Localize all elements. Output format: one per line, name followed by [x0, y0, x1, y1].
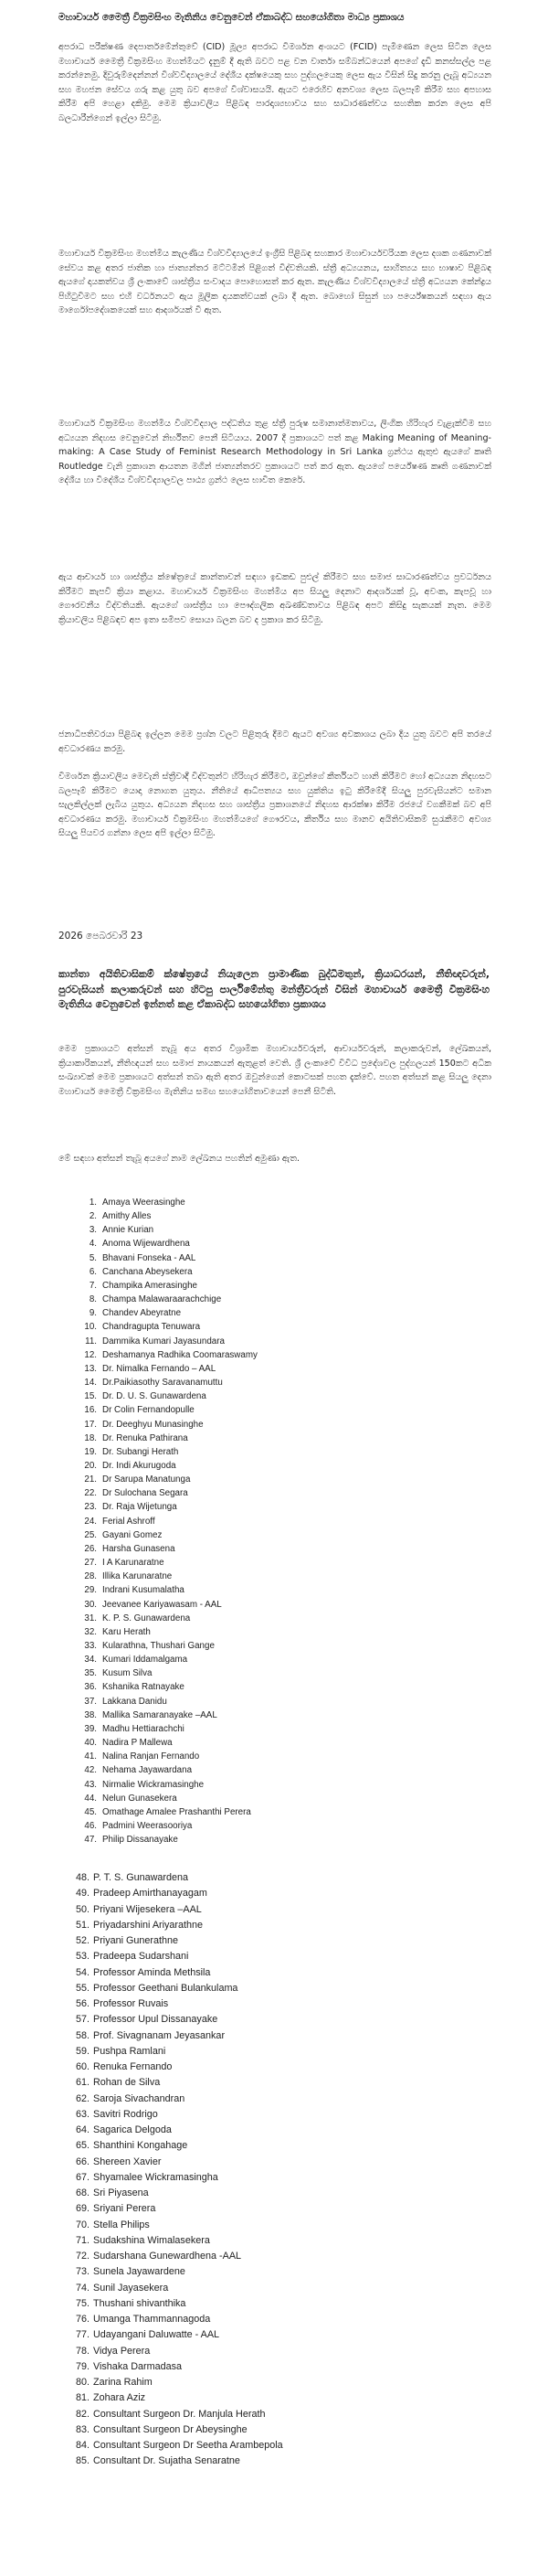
signatory-item [58, 2155, 283, 2170]
signatory-number: 38. [84, 1709, 97, 1720]
signatory-number: 43. [84, 1779, 97, 1790]
signatory-name: Zarina Rahim [93, 2377, 153, 2388]
signatory-item [58, 1556, 258, 1570]
signatory-name: Sunela Jayawardene [93, 2266, 185, 2278]
signatory-item [58, 2201, 283, 2217]
signatory-name: Madhu Hettiarachchi [102, 1723, 184, 1734]
signatory-item [58, 2281, 283, 2296]
signatory-number: 28. [84, 1571, 97, 1582]
signatory-name: Dr Sulochana Segara [102, 1488, 188, 1499]
signatory-name: Vidya Perera [93, 2345, 151, 2357]
signatory-number: 51. [75, 1919, 90, 1931]
signatory-number: 11. [85, 1336, 97, 1347]
signatory-item [58, 1639, 258, 1653]
signatory-number: 75. [75, 2297, 90, 2309]
signatory-number: 54. [75, 1966, 90, 1978]
signatory-number: 7. [89, 1280, 97, 1291]
signatory-number: 4. [89, 1239, 97, 1250]
signatory-item [58, 1819, 258, 1833]
signatory-item [58, 1432, 258, 1445]
signatory-item [58, 2454, 283, 2469]
signatory-name: Champika Amerasinghe [102, 1280, 198, 1291]
signatory-name: Thushani shivanthika [93, 2297, 186, 2309]
signatory-number: 67. [75, 2171, 90, 2183]
signatory-item [58, 2264, 283, 2280]
signatory-name: Omathage Amalee Prashanthi Perera [102, 1806, 251, 1817]
signatory-number: 66. [75, 2156, 90, 2167]
signatory-item [58, 2170, 283, 2186]
signatory-name: Sudarshana Gunewardhena -AAL [93, 2251, 242, 2262]
signatory-number: 17. [84, 1419, 97, 1430]
signatory-item [58, 1251, 258, 1265]
paragraph-5: ජනාධිපතිවරයා පිළිබඳ ඉල්ලන මෙම ප්‍රශ්න වලට පිළිතුරු දීමට ඇයට අවශ්‍ය අවකාශය ලබා දිය යුතු බවට අපි තරයේ අවධාරණය කරමු. [58, 729, 491, 754]
signatory-number: 40. [84, 1738, 97, 1749]
signatory-number: 13. [84, 1363, 97, 1374]
signatory-name: Consultant Dr. Sujatha Senaratne [93, 2455, 240, 2467]
signatory-number: 50. [75, 1903, 90, 1915]
signatory-name: Priyadarshini Ariyarathne [93, 1919, 204, 1931]
signatory-number: 45. [84, 1806, 97, 1817]
signatory-item [58, 2312, 283, 2327]
signatory-name: Canchana Abeysekera [102, 1266, 193, 1277]
signatory-name: Bhavani Fonseka - AAL [102, 1252, 196, 1263]
signatory-name: Dr. Raja Wijetunga [102, 1502, 177, 1513]
signatory-name: Ferial Ashroff [102, 1516, 155, 1527]
signatory-item [58, 2218, 283, 2233]
signatory-number: 57. [75, 2014, 90, 2026]
signatory-number: 71. [75, 2234, 90, 2246]
signatory-name: Priyani Wijesekera –AAL [93, 1903, 202, 1915]
signatory-item [58, 2359, 283, 2375]
signatory-number: 22. [84, 1488, 97, 1499]
signatory-number: 52. [75, 1935, 90, 1946]
signatory-name: Professor Upul Dissanayake [93, 2014, 218, 2026]
signatory-item [58, 1320, 258, 1334]
signatory-name: Consultant Surgeon Dr. Manjula Herath [93, 2408, 266, 2420]
signatory-item [58, 1570, 258, 1583]
signatory-item [58, 1265, 258, 1279]
signatory-number: 16. [84, 1405, 97, 1416]
signatory-number: 70. [75, 2219, 90, 2230]
signatory-item [58, 1403, 258, 1417]
signatory-number: 55. [75, 1982, 90, 1994]
signatory-item [58, 1486, 258, 1500]
signatory-item [58, 2075, 283, 2091]
signatory-number: 10. [84, 1322, 97, 1333]
signatory-name: Karu Herath [102, 1626, 151, 1637]
signatory-name: Zohara Aziz [93, 2392, 146, 2404]
signatory-item [58, 2123, 283, 2138]
signatory-name: Indrani Kusumalatha [102, 1585, 184, 1596]
signatory-number: 25. [84, 1529, 97, 1540]
signatory-item [58, 1223, 258, 1237]
signatory-number: 6. [89, 1266, 97, 1277]
signatory-name: Pradeepa Sudarshani [93, 1951, 189, 1963]
signatory-item [58, 2186, 283, 2201]
signatory-name: Gayani Gomez [102, 1529, 163, 1540]
signatory-item [58, 2249, 283, 2264]
signatory-item [58, 1473, 258, 1486]
signatory-number: 56. [75, 1998, 90, 2009]
signatory-name: Dr. D. U. S. Gunawardena [102, 1391, 206, 1402]
signatories-label: මේ සඳහා අත්සන් තැබූ අයගේ නාම ලේඛනය පහතින් අමුණා ඇත. [58, 1154, 300, 1164]
signatory-name: Nelun Gunasekera [102, 1793, 177, 1804]
statement-title: කාන්තා අයිතිවාසිකම් ක්ෂේත්‍රයේ නියැලෙන ප්‍රාමාණික බුද්ධිමතුන්, ක්‍රියාධරයන්, නීතිඥවරුන්, පුරවැසියන් කලාකරුවන් සහ හිටපු පාර්ලිමේන්තු මන්ත්‍රීවරුන් විසින් මහාචාර්ය මෛත්‍රී වික්‍රමසිංහ මැතිනිය වෙනුවෙන් ඉන්නත් කළ ඒකාබද්ධ සහයෝගිතා ප්‍රකාශය [58, 968, 490, 1010]
signatory-number: 2. [89, 1211, 97, 1222]
signatory-name: Renuka Fernando [93, 2061, 173, 2072]
signatory-number: 39. [84, 1723, 97, 1734]
paragraph-3: මහාචාර්ය වික්‍රමසිංහ මහත්මිය විශ්වවිද්‍යාල පද්ධතිය තුළ ස්ත්‍රී පුරුෂ සමානාත්මතාවය, ලිංගික හිරිහැර වැළැක්වීම සහ අධ්‍යයන නිදහස වෙනුවෙන් නිර්භීතව පෙනී සිටියාය. 2007 දී ප්‍රකාශයට පත් කළ Making Meaning of Meaning-making: A Case Study of Feminist Research Methodology in Sri Lanka ග්‍රන්ථය ඇතුළු ඇයගේ කෘති Routledge වැනි ප්‍රකාශන ආයතන මගින් ජාත්‍යන්තරව ප්‍රකාශයට පත් කර ඇත. ඇයගේ පර්යේෂණ කෘති ගණනාවක් දේශීය හා විදේශීය විශ්වවිද්‍යාලවල පාඨ්‍ය ග්‍රන්ථ ලෙස භාවිත කෙරේ. [58, 419, 491, 486]
signatory-number: 21. [84, 1474, 97, 1485]
signatory-name: Udayangani Daluwatte - AAL [93, 2329, 220, 2341]
signatory-number: 76. [75, 2314, 90, 2325]
signatory-item [58, 2107, 283, 2123]
signatory-item [58, 2138, 283, 2154]
signatory-name: Professor Aminda Methsila [93, 1966, 211, 1978]
signatory-name: Shereen Xavier [93, 2156, 162, 2167]
signatory-name: Philip Dissanayake [102, 1835, 178, 1846]
signatory-number: 36. [84, 1682, 97, 1693]
signatory-number: 48. [75, 1872, 90, 1883]
signatory-item [58, 1209, 258, 1223]
signatory-name: Kumari Iddamalgama [102, 1655, 188, 1666]
page-title: මහාචාර්ය මෛත්‍රී වික්‍රමසිංහ මැතිනිය වෙනුවෙන් ඒකාබද්ධ සහයෝගිතා මාධ්‍ය ප්‍රකාශය [58, 12, 405, 23]
signatory-name: Mallika Samaranayake –AAL [102, 1709, 217, 1720]
signatory-name: Sri Piyasena [93, 2187, 149, 2198]
signatory-name: Dr. Indi Akurugoda [102, 1460, 176, 1471]
signatory-number: 47. [84, 1835, 97, 1846]
signatory-number: 79. [75, 2360, 90, 2372]
signatory-number: 19. [84, 1446, 97, 1457]
statement-date: 2026 පෙබරවාරි 23 [58, 931, 143, 942]
paragraph-1: අපරාධ පරීක්ෂණ දෙපාර්තමේන්තුවේ (CID) මූල්‍ය අපරාධ විමර්ශන අංශයට (FCID) පැමිණෙන ලෙස සිටින ලෙස මහාචාර්ය මෛත්‍රී වික්‍රමසිංහ මහත්මියට දැනුම් දී ඇති බවට පළ වන වාර්තා සම්බන්ධයෙන් අපගේ දැඩි කනස්සල්ල පළ කරන්නෙමු. දිවුරුම්දෙන්නන් විශ්වවිද්‍යාලයේ දේශීය දක්ෂයෙකු සහ පුද්ගලයෙකු ලෙස ඇය විසින් සිදු කරනු ලැබූ අධ්‍යයන සහ මහජන සේවය ගරු කළ යුතු බව අපගේ විශ්වාසයයි. ඇයට එරෙහිව අනවශ්‍ය ලෙස බලපෑම් කිරීම සහ අපහාස කිරීම අපි හෙළා දකිමු. මෙම ක්‍රියාවලිය පිළිබඳ පාරදෘශ්‍යභාවය සහ සාධාරණත්වය සහතික කරන ලෙස අපි බලධාරීන්ගෙන් ඉල්ලා සිටිමු. [58, 42, 491, 123]
signatory-name: Sagarica Delgoda [93, 2124, 172, 2135]
signatory-item [58, 1335, 258, 1348]
signatory-number: 53. [75, 1951, 90, 1963]
signatory-name: Nalina Ranjan Fernando [102, 1751, 200, 1762]
signatory-number: 34. [84, 1655, 97, 1666]
signatory-item [58, 1695, 258, 1708]
signatory-name: Prof. Sivagnanam Jeyasankar [93, 2029, 226, 2041]
signatory-item [58, 1389, 258, 1403]
signatory-name: Stella Philips [93, 2219, 150, 2230]
signatory-item [58, 1918, 283, 1933]
signatory-item [58, 2327, 283, 2343]
signatory-number: 59. [75, 2045, 90, 2057]
signatory-name: Kularathna, Thushari Gange [102, 1641, 215, 1651]
signatory-number: 68. [75, 2187, 90, 2198]
signatory-item [58, 1625, 258, 1639]
signatory-name: Dr. Renuka Pathirana [102, 1432, 188, 1443]
signatory-item [58, 1680, 258, 1694]
signatory-name: P. T. S. Gunawardena [93, 1872, 189, 1883]
signatory-name: Kshanika Ratnayake [102, 1682, 184, 1693]
signatory-number: 5. [89, 1252, 97, 1263]
signatory-item [58, 1750, 258, 1763]
signatory-name: Annie Kurian [102, 1225, 154, 1236]
signatory-item [58, 1870, 283, 1886]
signatory-number: 31. [84, 1613, 97, 1623]
paragraph-4: ඇය ආචාර්ය හා ශාස්ත්‍රීය ක්ෂේත්‍රයේ කාන්තාවන් සඳහා ඉඩකඩ පුළුල් කිරීමට සහ සමාජ සාධාරණත්වය ප්‍රවර්ධනය කිරීමට කැපවී ක්‍රියා කළාය. මහාචාර්ය වික්‍රමසිංහ මහත්මිය අප සියලු දෙනාට ආදර්ශයක් වූ, අවංක, කැපවූ හා ගෞරවනීය විද්වතියකි. ඇයගේ ශාස්ත්‍රීය හා පෞද්ගලික අඛණ්ඩතාවය පිළිබඳ අපට කිසිදු සැකයක් නැත. මෙම ක්‍රියාවලිය පිළිබඳව අප ඉතා සමීපව සොයා බලන බව ද ප්‍රකාශ කර සිටිමු. [58, 572, 491, 625]
signatory-item [58, 1348, 258, 1362]
signatory-item [58, 1528, 258, 1542]
signatory-item [58, 1886, 283, 1901]
signatory-item [58, 1515, 258, 1528]
signatory-list-2 [58, 1870, 283, 2470]
signatory-name: Amaya Weerasinghe [102, 1198, 185, 1208]
signatory-number: 14. [84, 1378, 97, 1389]
signatory-number: 78. [75, 2345, 90, 2357]
signatory-number: 72. [75, 2251, 90, 2262]
signatory-item [58, 2028, 283, 2044]
signatory-number: 30. [84, 1599, 97, 1610]
signatory-name: Dr.Paikiasothy Saravanamuttu [102, 1378, 223, 1389]
signatory-name: Champa Malawaraarachchige [102, 1294, 222, 1305]
signatory-item [58, 1598, 258, 1612]
signatory-item [58, 1949, 283, 1964]
signatory-number: 33. [84, 1641, 97, 1651]
signatory-item [58, 2233, 283, 2249]
statement-intro: මෙම ප්‍රකාශයට අත්සන් තැබූ අය අතර විශ්‍රාමික මහාචාර්යවරුන්, ආචාර්යවරුන්, කලාකරුවන්, ලේඛකයන්, ක්‍රියාකාරිකයන්, නීතිඥයන් සහ සමාජ නායකයන් ඇතුළත් වෙති. ශ්‍රී ලංකාවේ විවිධ ප්‍රදේශවල පුද්ගලයන් 150කට අධික සංඛ්‍යාවක් මෙම ප්‍රකාශයට අත්සන් තබා ඇති අතර ඔවුන්ගෙන් කොටසක් පහත දැක්වේ. පහත අත්සන් කළ සියලු දෙනා මහාචාර්ය මෛත්‍රී වික්‍රමසිංහ මැතිනිය සමඟ සහයෝගිතාවයෙන් පෙනී සිටිති. [58, 1044, 491, 1097]
signatory-name: Dammika Kumari Jayasundara [102, 1336, 225, 1347]
signatory-number: 24. [84, 1516, 97, 1527]
signatory-number: 77. [75, 2329, 90, 2341]
signatory-number: 26. [84, 1543, 97, 1554]
signatory-name: Chandev Abeyratne [102, 1308, 182, 1319]
signatory-number: 29. [84, 1585, 97, 1596]
signatory-item [58, 1418, 258, 1432]
signatory-item [58, 1722, 258, 1736]
signatory-item [58, 2060, 283, 2075]
signatory-name: Dr Sarupa Manatunga [102, 1474, 191, 1485]
signatory-name: Nadira P Mallewa [102, 1738, 173, 1749]
signatory-name: Lakkana Danidu [102, 1696, 167, 1707]
signatory-name: Nehama Jayawardana [102, 1765, 193, 1776]
signatory-name: Sriyani Perera [93, 2203, 156, 2215]
signatory-number: 37. [84, 1696, 97, 1707]
signatory-number: 65. [75, 2140, 90, 2152]
signatory-name: Dr. Deeghyu Munasinghe [102, 1419, 204, 1430]
signatory-item [58, 1902, 283, 1918]
signatory-number: 41. [84, 1751, 97, 1762]
signatory-name: Priyani Gunerathne [93, 1935, 179, 1946]
signatory-item [58, 2438, 283, 2454]
signatory-item [58, 1583, 258, 1597]
signatory-name: Professor Ruvais [93, 1998, 169, 2009]
signatory-number: 58. [75, 2029, 90, 2041]
signatory-number: 20. [84, 1460, 97, 1471]
signatory-number: 15. [84, 1391, 97, 1402]
signatory-name: Illika Karunaratne [102, 1571, 173, 1582]
signatory-item [58, 1445, 258, 1459]
signatory-name: Harsha Gunasena [102, 1543, 175, 1554]
signatory-name: Dr Colin Fernandopulle [102, 1405, 195, 1416]
signatory-name: Anoma Wijewardhena [102, 1239, 190, 1250]
signatory-number: 18. [84, 1432, 97, 1443]
signatory-number: 32. [84, 1626, 97, 1637]
signatory-number: 44. [84, 1793, 97, 1804]
signatory-number: 3. [89, 1225, 97, 1236]
signatory-item [58, 1653, 258, 1666]
signatory-list-1 [58, 1196, 258, 1847]
signatory-number: 35. [84, 1668, 97, 1679]
signatory-item [58, 2044, 283, 2060]
signatory-name: Deshamanya Radhika Coomaraswamy [102, 1349, 258, 1360]
signatory-number: 42. [84, 1765, 97, 1776]
signatory-name: Amithy Alles [102, 1211, 152, 1222]
signatory-item [58, 1792, 258, 1805]
signatory-item [58, 2407, 283, 2422]
signatory-item [58, 2092, 283, 2107]
signatory-number: 12. [84, 1349, 97, 1360]
signatory-item [58, 1666, 258, 1680]
signatory-number: 46. [84, 1821, 97, 1832]
signatory-number: 61. [75, 2077, 90, 2089]
signatory-item [58, 1306, 258, 1320]
signatory-number: 23. [84, 1502, 97, 1513]
signatory-item [58, 1965, 283, 1981]
signatory-name: Shanthini Kongahage [93, 2140, 188, 2152]
signatory-name: Chandragupta Tenuwara [102, 1322, 201, 1333]
signatory-number: 80. [75, 2377, 90, 2388]
signatory-item [58, 1237, 258, 1251]
signatory-name: Padmini Weerasooriya [102, 1821, 193, 1832]
signatory-item [58, 1196, 258, 1209]
paragraph-2: මහාචාර්ය වික්‍රමසිංහ මහත්මිය කැලණිය විශ්වවිද්‍යාලයේ ඉංග්‍රීසි පිළිබඳ සහකාර මහාචාර්යවරියක ලෙස දශක ගණනාවක් සේවය කළ අතර ජාතික හා ජාත්‍යන්තර මට්ටමින් පිළිගත් විද්වතියකි. ස්ත්‍රී අධ්‍යයනය, සාහිත්‍යය සහ භාෂාව පිළිබඳ ඇයගේ දායකත්වය ශ්‍රී ලංකාවේ ශාස්ත්‍රීය සංවාදය පොහොසත් කර ඇත. කැලණිය විශ්වවිද්‍යාලයේ ස්ත්‍රී අධ්‍යයන කේන්ද්‍රය පිහිටුවීමට සහ එහි වර්ධනයට ඇය මූලික දායකත්වයක් ලබා දී ඇත. බොහෝ සිසුන් හා පර්යේෂකයන් සඳහා ඇය මාර්ගෝපදේශකයෙක් සහ ආදර්ශයක් වී ඇත. [58, 249, 491, 316]
signatory-item [58, 1362, 258, 1376]
signatory-number: 69. [75, 2203, 90, 2215]
signatory-item [58, 2296, 283, 2312]
signatory-number: 73. [75, 2266, 90, 2278]
signatory-number: 49. [75, 1888, 90, 1900]
signatory-name: Jeevanee Kariyawasam - AAL [102, 1599, 222, 1610]
signatory-name: Vishaka Darmadasa [93, 2360, 183, 2372]
signatory-name: Savitri Rodrigo [93, 2108, 158, 2120]
signatory-number: 60. [75, 2061, 90, 2072]
signatory-name: Dr. Nimalka Fernando – AAL [102, 1363, 216, 1374]
signatory-name: Rohan de Silva [93, 2077, 161, 2089]
signatory-item [58, 1833, 258, 1847]
signatory-item [58, 1459, 258, 1473]
signatory-name: Nirmalie Wickramasinghe [102, 1779, 205, 1790]
signatory-number: 83. [75, 2423, 90, 2435]
signatory-item [58, 1933, 283, 1949]
signatory-number: 81. [75, 2392, 90, 2404]
signatory-name: Professor Geethani Bulankulama [93, 1982, 238, 1994]
signatory-item [58, 1736, 258, 1750]
signatory-number: 9. [89, 1308, 97, 1319]
signatory-name: I A Karunaratne [102, 1558, 164, 1569]
signatory-name: K. P. S. Gunawardena [102, 1613, 191, 1623]
signatory-item [58, 1293, 258, 1306]
signatory-name: Shyamalee Wickramasingha [93, 2171, 218, 2183]
signatory-item [58, 1612, 258, 1625]
signatory-number: 85. [75, 2455, 90, 2467]
signatory-item [58, 2012, 283, 2028]
signatory-number: 74. [75, 2282, 90, 2294]
signatory-item [58, 2375, 283, 2390]
signatory-item [58, 1996, 283, 2012]
signatory-item [58, 1376, 258, 1389]
paragraph-6: විමර්ශන ක්‍රියාවලිය මෙවැනි ස්ත්‍රීවාදී විද්වතුන්ට හිරිහැර කිරීමට, ඔවුන්ගේ කීර්තියට හානි කිරීමට හෝ අධ්‍යයන නිදහසට බලපෑම් කිරීමට යොදා නොගත යුතුය. නීතියේ ආධිපත්‍යය සහ යුක්තිය ඉටු කිරීමේදී සියලු පුරවැසියන්ට සමාන සැලකිල්ලක් ලැබිය යුතුය. අධ්‍යයන නිදහස සහ ශාස්ත්‍රීය ප්‍රකාශනයේ නිදහස ආරක්ෂා කිරීම රජයේ වගකීමක් බව අපි අවධාරණය කරමු. මහාචාර්ය වික්‍රමසිංහ මහත්මියගේ ගෞරවය, කීර්තිය සහ මානව අයිතිවාසිකම් සුරැකීමට අවශ්‍ය සියලු පියවර ගන්නා ලෙස අපි ඉල්ලා සිටිමු. [58, 772, 491, 839]
signatory-name: Dr. Subangi Herath [102, 1446, 179, 1457]
signatory-number: 82. [75, 2408, 90, 2420]
signatory-number: 63. [75, 2108, 90, 2120]
signatory-item [58, 2390, 283, 2406]
signatory-item [58, 2422, 283, 2438]
signatory-name: Pradeep Amirthanayagam [93, 1888, 207, 1900]
signatory-number: 62. [75, 2092, 90, 2104]
signatory-item [58, 1500, 258, 1514]
signatory-number: 8. [89, 1294, 97, 1305]
signatory-name: Sunil Jayasekera [93, 2282, 169, 2294]
signatory-name: Saroja Sivachandran [93, 2092, 185, 2104]
signatory-name: Pushpa Ramlani [93, 2045, 166, 2057]
signatory-number: 1. [89, 1198, 97, 1208]
signatory-number: 64. [75, 2124, 90, 2135]
signatory-item [58, 1981, 283, 1996]
signatory-name: Consultant Surgeon Dr Seetha Arambepola [93, 2440, 283, 2451]
signatory-number: 27. [84, 1558, 97, 1569]
signatory-item [58, 1763, 258, 1777]
signatory-name: Sudakshina Wimalasekera [93, 2234, 210, 2246]
signatory-item [58, 2344, 283, 2359]
signatory-name: Umanga Thammannagoda [93, 2314, 211, 2325]
signatory-item [58, 1279, 258, 1293]
signatory-item [58, 1805, 258, 1819]
signatory-name: Kusum Silva [102, 1668, 153, 1679]
signatory-name: Consultant Surgeon Dr Abeysinghe [93, 2423, 248, 2435]
signatory-item [58, 1778, 258, 1792]
signatory-number: 84. [75, 2440, 90, 2451]
signatory-item [58, 1542, 258, 1556]
signatory-item [58, 1708, 258, 1722]
